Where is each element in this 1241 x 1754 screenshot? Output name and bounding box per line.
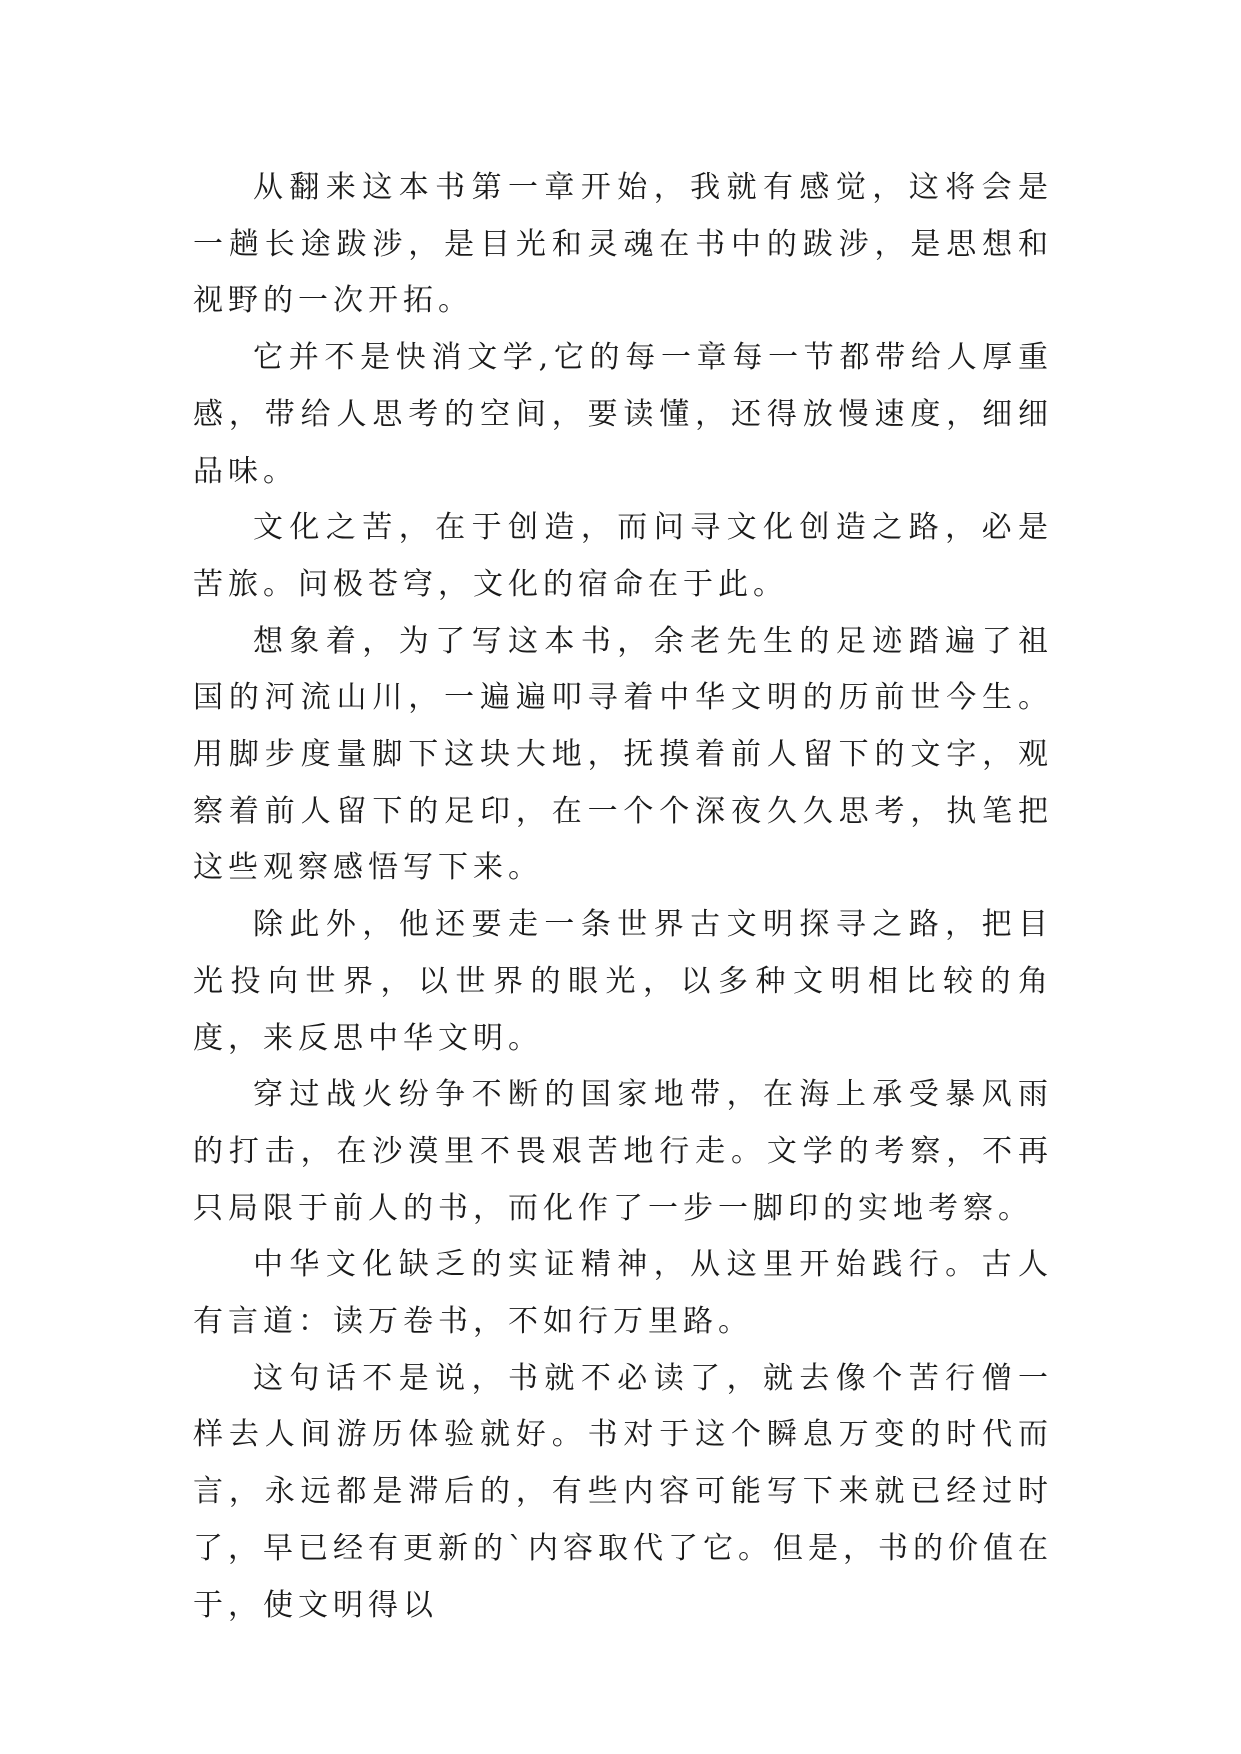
paragraph-7: 中华文化缺乏的实证精神，从这里开始践行。古人有言道：读万卷书，不如行万里路。 — [193, 1247, 1053, 1340]
paragraph-4: 想象着，为了写这本书，余老先生的足迹踏遍了祖国的河流山川，一遍遍叩寻着中华文明的历前世今生。用脚步度量脚下这块大地，抚摸着前人留下的文字，观察着前人留下的足印，在一个个深夜久久思考，执笔把这些观察感悟写下来。 — [193, 623, 1053, 886]
paragraph-8: 这句话不是说，书就不必读了，就去像个苦行僧一样去人间游历体验就好。书对于这个瞬息万变的时代而言，永远都是滞后的，有些内容可能写下来就已经过时了，早已经有更新的`内容取代了它。但是，书的价值在于，使文明得以 — [193, 1360, 1053, 1623]
paragraph-1: 从翻来这本书第一章开始，我就有感觉，这将会是一趟长途跋涉，是目光和灵魂在书中的跋涉，是思想和视野的一次开拓。 — [193, 170, 1053, 319]
body-text — [193, 160, 1053, 1634]
paragraph-6: 穿过战火纷争不断的国家地带，在海上承受暴风雨的打击，在沙漠里不畏艰苦地行走。文学的考察，不再只局限于前人的书，而化作了一步一脚印的实地考察。 — [193, 1077, 1053, 1226]
paragraph-2: 它并不是快消文学,它的每一章每一节都带给人厚重感，带给人思考的空间，要读懂，还得放慢速度，细细品味。 — [193, 340, 1053, 489]
paragraph-5: 除此外，他还要走一条世界古文明探寻之路，把目光投向世界，以世界的眼光，以多种文明相比较的角度，来反思中华文明。 — [193, 907, 1053, 1056]
paragraph-3: 文化之苦，在于创造，而问寻文化创造之路，必是苦旅。问极苍穹，文化的宿命在于此。 — [193, 510, 1053, 602]
